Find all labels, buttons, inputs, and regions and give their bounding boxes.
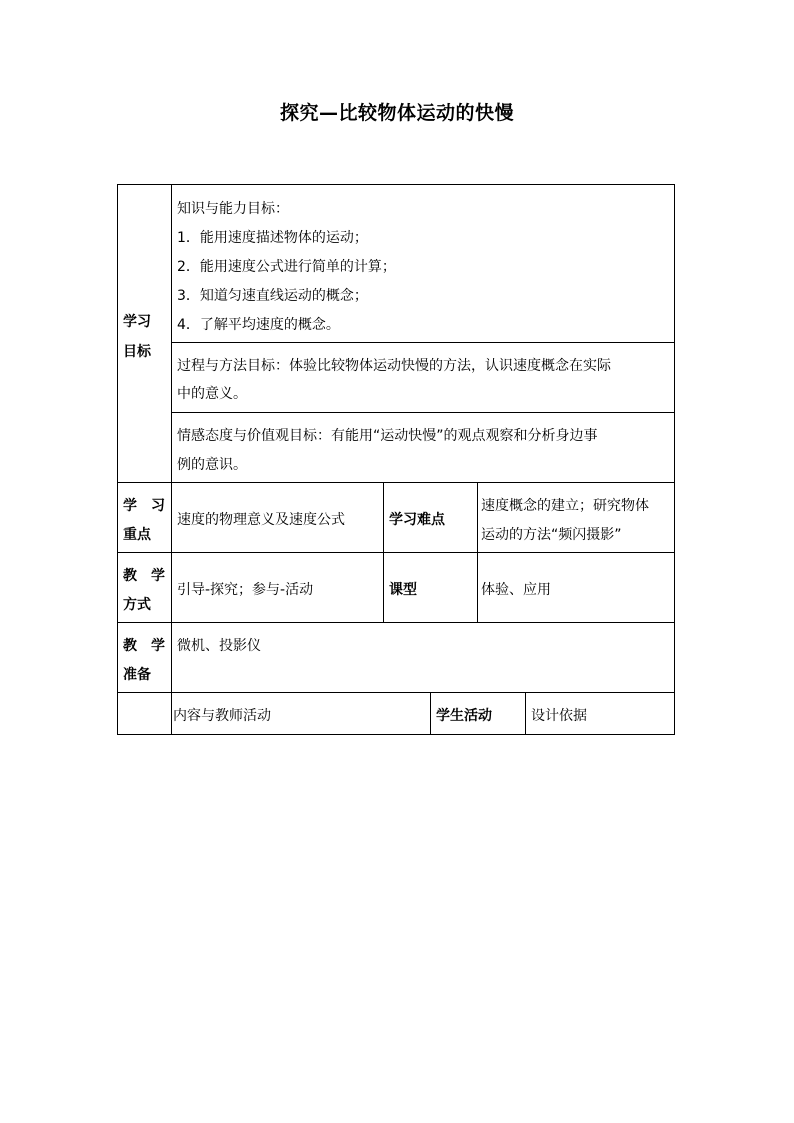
row-divider-objectives-2 [171,412,675,413]
lesson-plan-table [117,184,675,735]
label-column-divider [171,184,172,735]
objectives-label-line1: 学习 [123,314,151,330]
lesson-type-label: 课型 [389,582,417,598]
preparation-label-line1: 教 学 [123,638,165,654]
lesson-type-value: 体验、应用 [481,582,551,598]
row-divider-process-header [117,692,675,693]
difficulty-value-line1: 速度概念的建立；研究物体 [481,498,649,514]
design-basis-header: 设计依据 [531,708,587,724]
key-points-value: 速度的物理意义及速度公式 [177,512,345,528]
preparation-label-line2: 准备 [123,667,151,683]
objectives-label-line2: 目标 [123,344,151,360]
difficulty-label: 学习难点 [389,512,445,528]
row-divider-preparation [117,622,675,623]
table-border-top [117,184,675,185]
emotion-goal-line1: 情感态度与价值观目标：有能用“运动快慢”的观点观察和分析身边事 [177,428,598,444]
column-divider-process-2 [525,692,526,734]
difficulty-value-line2: 运动的方法“频闪摄影” [481,527,622,543]
table-border-right [674,184,675,735]
knowledge-goal-item: 2．能用速度公式进行简单的计算； [177,259,396,275]
process-goal-line2: 中的意义。 [177,386,247,402]
process-goal-line1: 过程与方法目标：体验比较物体运动快慢的方法，认识速度概念在实际 [177,358,611,374]
knowledge-goal-item: 4．了解平均速度的概念。 [177,317,340,333]
knowledge-goal-heading: 知识与能力目标： [177,201,289,217]
student-activity-header: 学生活动 [436,708,492,724]
table-border-left [117,184,118,735]
table-border-bottom [117,734,675,735]
row-divider-method [117,552,675,553]
row-divider-key-points [117,482,675,483]
method-label-line1: 教 学 [123,568,165,584]
knowledge-goal-item: 1．能用速度描述物体的运动； [177,230,368,246]
method-value: 引导-探究；参与-活动 [177,582,314,598]
method-label-line2: 方式 [123,597,151,613]
page-title: 探究—比较物体运动的快慢 [279,102,514,124]
column-divider-middle-right [477,482,478,622]
process-content-header: 内容与教师活动 [173,708,271,724]
row-divider-objectives-1 [171,342,675,343]
preparation-value: 微机、投影仪 [177,638,261,654]
column-divider-middle-left [383,482,384,622]
knowledge-goal-item: 3．知道匀速直线运动的概念； [177,288,368,304]
key-points-label-line2: 重点 [123,527,151,543]
column-divider-process-1 [430,692,431,734]
emotion-goal-line2: 例的意识。 [177,457,247,473]
key-points-label-line1: 学 习 [123,498,165,514]
